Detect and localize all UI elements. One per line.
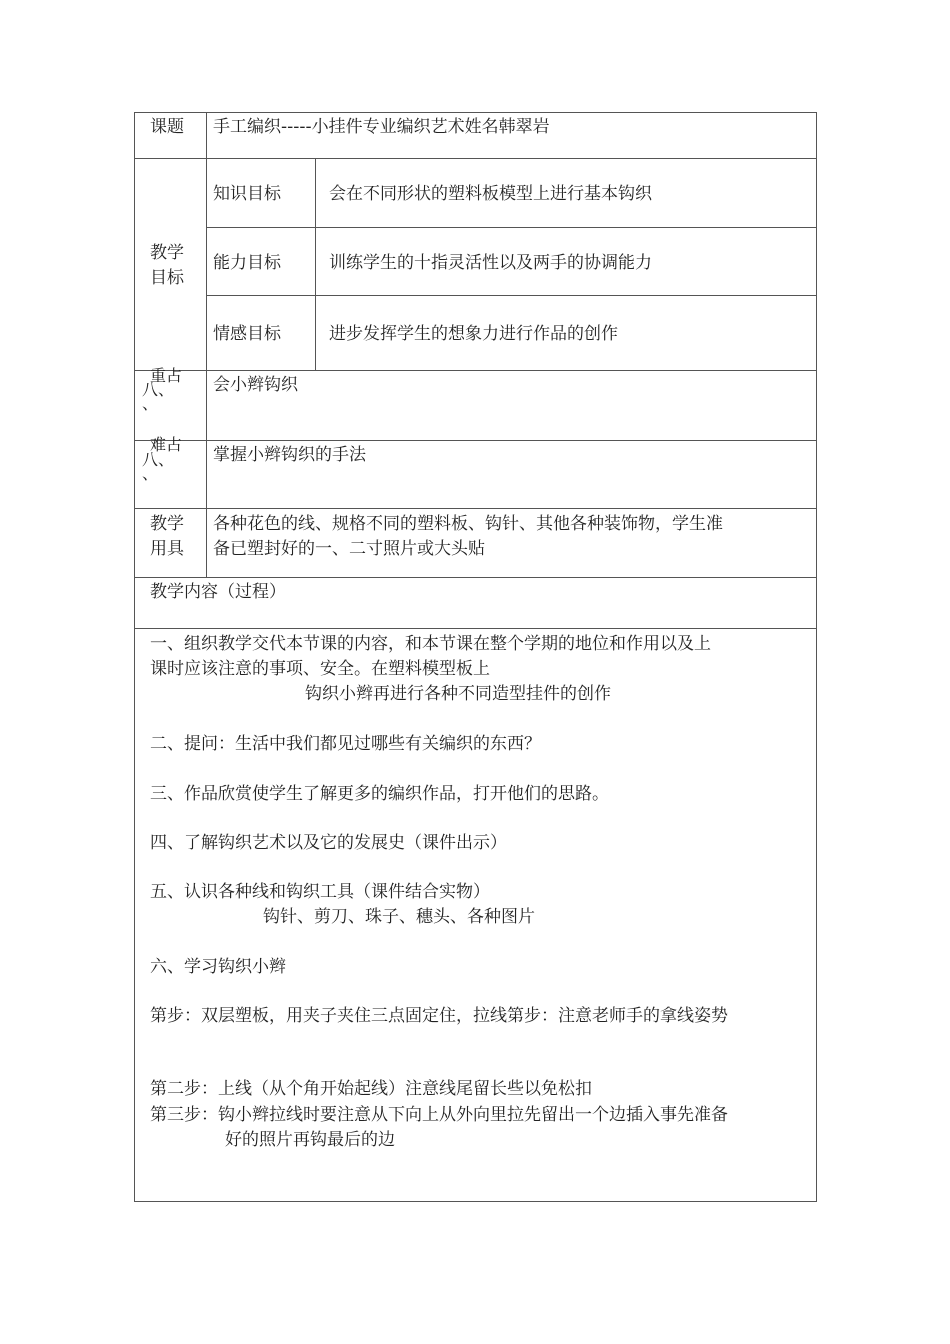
process-step-3: 三、作品欣赏使学生了解更多的编织作品，打开他们的思路。	[150, 784, 609, 804]
braid-step-2: 第二步：上线（从个角开始起线）注意线尾留长些以免松扣	[150, 1079, 592, 1099]
row-divider	[206, 227, 817, 228]
key-point-label: 八、	[142, 380, 175, 399]
difficulty-label: 难占	[150, 435, 183, 454]
tools-text: 备已塑封好的一、二寸照片或大头贴	[213, 539, 485, 559]
braid-step-1: 第步：双层塑板，用夹子夹住三点固定住，拉线第步：注意老师手的拿线姿势	[150, 1006, 728, 1026]
process-step-4: 四、了解钩织艺术以及它的发展史（课件出示）	[150, 833, 507, 853]
column-divider	[206, 112, 207, 578]
row-divider	[134, 158, 817, 159]
row-divider	[134, 508, 817, 509]
process-step-2: 二、提问：生活中我们都见过哪些有关编织的东西？	[150, 734, 541, 754]
key-point-label: 、	[142, 394, 159, 413]
process-step-1: 钩织小辫再进行各种不同造型挂件的创作	[305, 684, 611, 704]
process-step-1: 一、组织教学交代本节课的内容，和本节课在整个学期的地位和作用以及上	[150, 634, 711, 654]
objective-name-emotion: 情感目标	[213, 324, 281, 344]
process-step-5: 五、认识各种线和钩织工具（课件结合实物）	[150, 882, 490, 902]
row-divider	[134, 628, 817, 629]
tools-label: 教学	[150, 514, 184, 534]
braid-step-3: 第三步：钩小辫拉线时要注意从下向上从外向里拉先留出一个边插入事先准备	[150, 1105, 728, 1125]
process-step-6: 六、学习钩织小辫	[150, 957, 286, 977]
objective-name-ability: 能力目标	[213, 253, 281, 273]
row-divider	[134, 370, 817, 371]
objective-text-ability: 训练学生的十指灵活性以及两手的协调能力	[329, 253, 652, 273]
objectives-label: 目标	[150, 268, 184, 288]
row-divider	[134, 440, 817, 441]
topic-value: 手工编织-----小挂件专业编织艺术姓名韩翠岩	[213, 117, 550, 137]
difficulty-label: 、	[142, 464, 159, 483]
row-divider	[134, 577, 817, 578]
key-point-text: 会小辫钩织	[213, 375, 298, 395]
braid-step-3: 好的照片再钩最后的边	[225, 1130, 395, 1150]
topic-label: 课题	[150, 117, 184, 137]
objectives-label: 教学	[150, 243, 184, 263]
column-divider	[315, 158, 316, 371]
difficulty-text: 掌握小辫钩织的手法	[213, 445, 366, 465]
key-point-label: 重占	[150, 366, 183, 385]
process-step-5: 钩针、剪刀、珠子、穗头、各种图片	[263, 907, 535, 927]
objective-text-emotion: 进步发挥学生的想象力进行作品的创作	[329, 324, 618, 344]
process-title: 教学内容（过程）	[150, 582, 286, 602]
row-divider	[206, 295, 817, 296]
difficulty-label: 八、	[142, 450, 175, 469]
tools-label: 用具	[150, 539, 184, 559]
tools-text: 各种花色的线、规格不同的塑料板、钩针、其他各种装饰物，学生准	[213, 514, 723, 534]
objective-text-knowledge: 会在不同形状的塑料板模型上进行基本钩织	[329, 184, 652, 204]
objective-name-knowledge: 知识目标	[213, 184, 281, 204]
process-step-1: 课时应该注意的事项、安全。在塑料模型板上	[150, 659, 490, 679]
